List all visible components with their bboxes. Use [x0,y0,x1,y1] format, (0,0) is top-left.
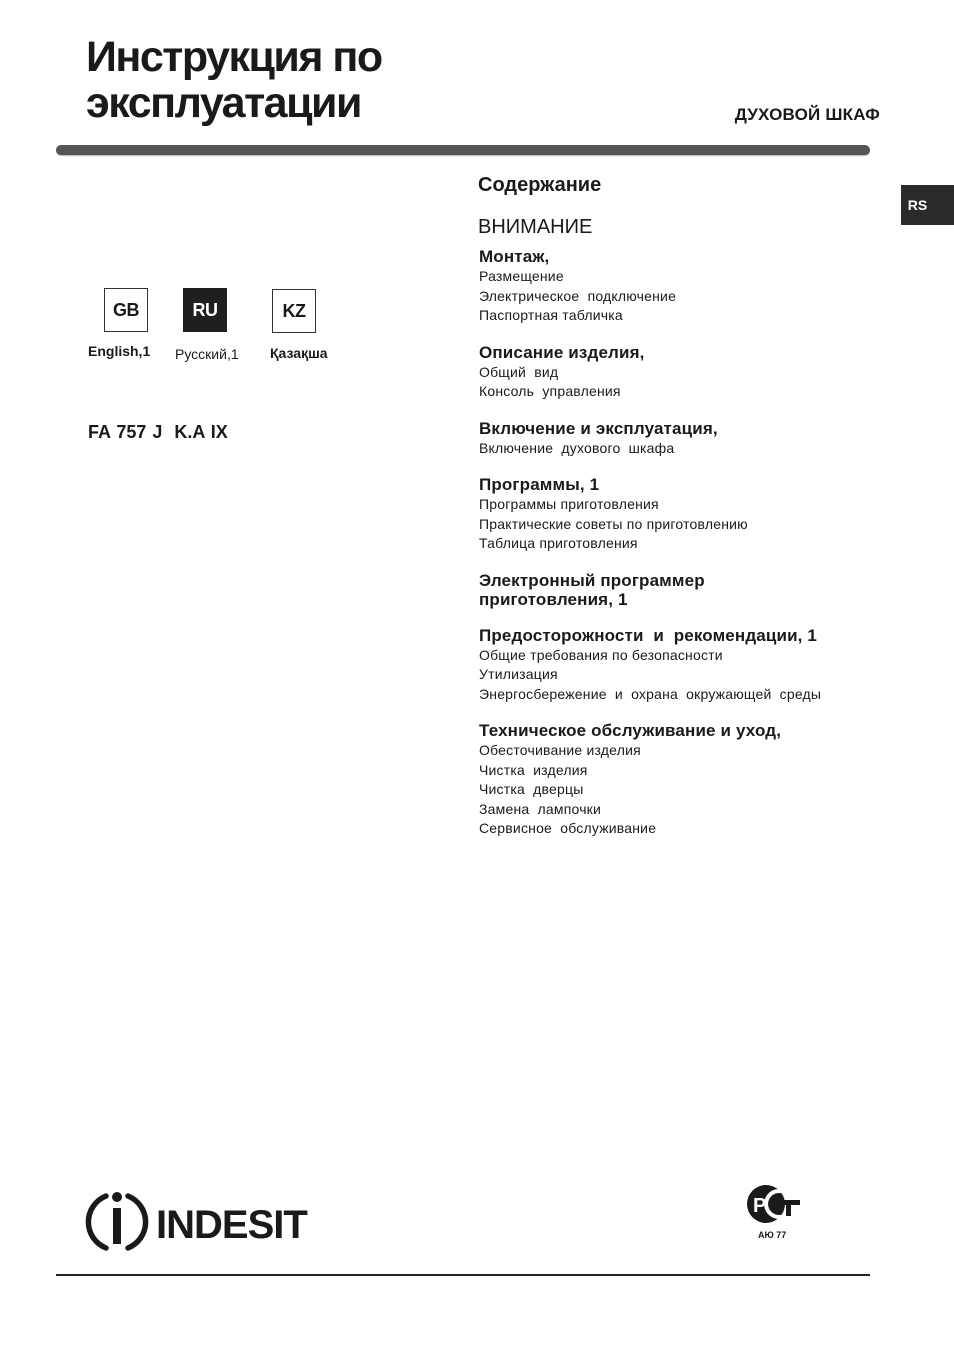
toc-title: Содержание [478,174,602,196]
indesit-logo-icon [84,1188,316,1254]
toc-item[interactable]: Утилизация [479,666,558,682]
title-line-1: Инструкция по [86,33,382,81]
toc-item[interactable]: Чистка изделия [479,761,588,778]
toc-section-heading[interactable]: Техническое обслуживание и уход, [479,721,782,740]
toc-item[interactable]: Замена лампочки [479,800,602,817]
toc-item[interactable]: Практические советы по приготовлению [479,515,748,532]
language-side-tab: RS [901,185,954,225]
language-label-gb[interactable]: English,1 [88,343,151,359]
title-line-2: эксплуатации [86,79,361,127]
certification-code: АЮ 77 [758,1230,787,1240]
toc-section-maintenance [478,721,858,839]
toc-section-programs [478,475,858,554]
toc-warning: ВНИМАНИЕ [478,216,593,238]
toc-section-precautions [478,626,848,705]
language-label-kz[interactable]: Қазақша [270,345,328,361]
toc-item[interactable]: Таблица приготовления [479,535,638,551]
toc-section-installation [478,247,858,326]
product-type: ДУХОВОЙ ШКАФ [734,105,880,124]
toc-item[interactable]: Энергосбережение и охрана окружающей среды [479,685,822,702]
toc-section-heading[interactable]: Описание изделия, [479,342,645,362]
toc-item[interactable]: Размещение [479,268,564,284]
document-title [86,34,506,126]
pct-certification-icon [746,1184,802,1228]
toc-item[interactable]: Программы приготовления [479,496,659,512]
svg-text:P: P [753,1195,767,1217]
language-box-gb[interactable]: GB [104,288,148,332]
svg-text:INDESIT: INDESIT [156,1203,307,1247]
language-box-kz[interactable]: KZ [272,289,316,333]
toc-item[interactable]: Электрическое подключение [479,287,677,304]
toc-section-programmer [478,571,768,609]
toc-section-heading[interactable]: Включение и эксплуатация, [479,418,718,438]
toc-item[interactable]: Включение духового шкафа [479,439,675,456]
toc-item[interactable]: Паспортная табличка [479,307,623,323]
language-label-ru[interactable]: Русский,1 [175,346,239,362]
table-of-contents [478,174,858,856]
certification-mark [746,1184,802,1233]
toc-section-heading[interactable]: Монтаж, [479,247,550,266]
toc-section-heading[interactable]: Электронный программер приготовления, 1 [479,570,705,609]
indesit-logo [84,1188,316,1259]
toc-section-description [478,343,858,402]
toc-section-startup [478,419,858,459]
toc-item[interactable]: Сервисное обслуживание [479,820,657,836]
language-box-ru[interactable]: RU [183,288,227,332]
toc-item[interactable]: Консоль управления [479,383,621,399]
toc-item[interactable]: Общие требования по безопасности [479,646,723,663]
header-divider [56,145,870,155]
toc-item[interactable]: Чистка дверцы [479,781,584,797]
toc-section-heading[interactable]: Предосторожности и рекомендации, 1 [479,625,818,645]
toc-section-heading[interactable]: Программы, 1 [479,475,600,494]
toc-item[interactable]: Общий вид [479,363,559,380]
toc-item[interactable]: Обесточивание изделия [479,742,641,758]
footer-divider [56,1274,870,1276]
model-number: FA 757 J K.A IX [88,422,228,442]
